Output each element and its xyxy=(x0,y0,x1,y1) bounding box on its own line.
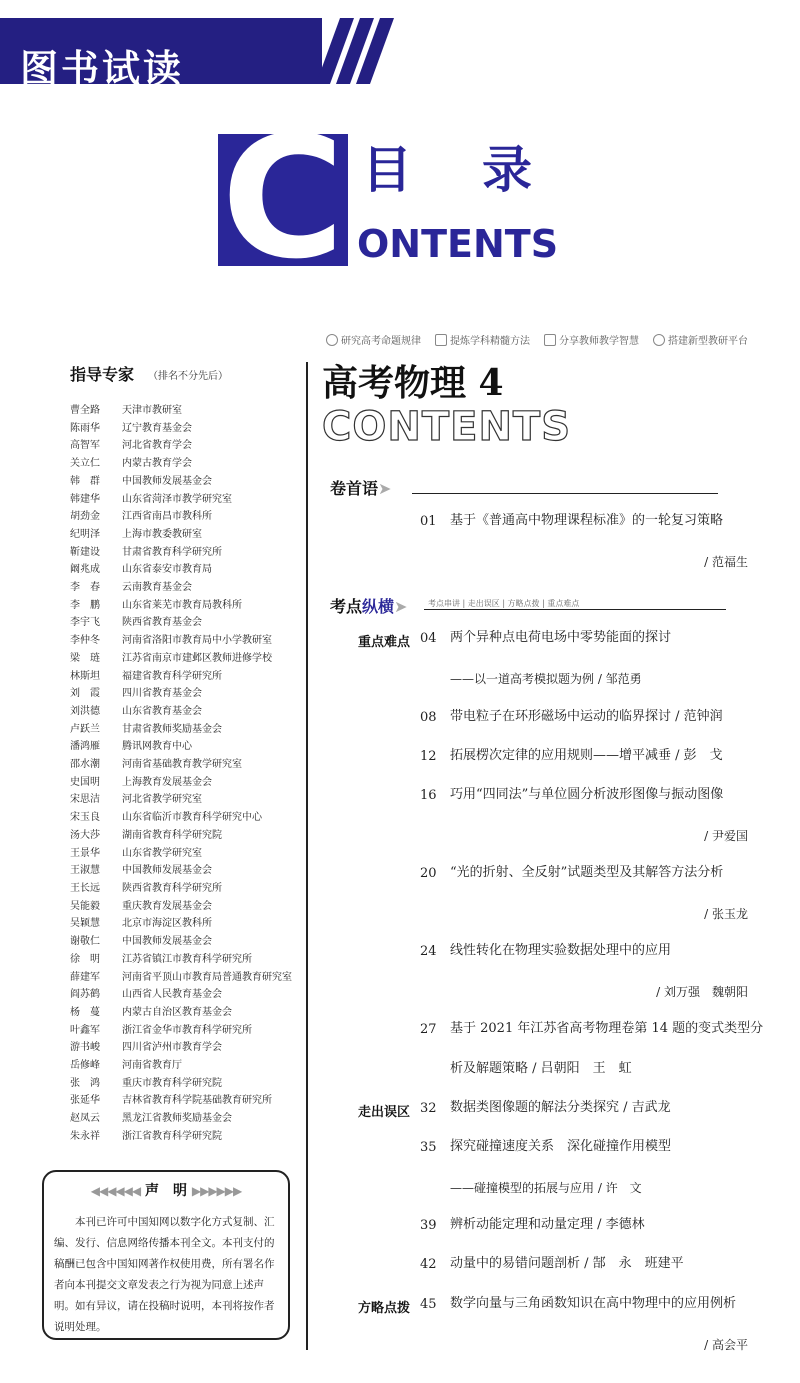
expert-org: 中国教师发展基金会 xyxy=(122,865,212,877)
expert-name: 张 鸿 xyxy=(70,1077,100,1089)
page-number: 16 xyxy=(420,788,437,803)
expert-name: 杨 蔓 xyxy=(70,1006,100,1018)
expert-org: 河南省平顶山市教育局普通教育研究室 xyxy=(122,971,292,983)
contents-big-c: C xyxy=(221,100,345,296)
arrow-icon: ➤ xyxy=(394,597,408,616)
tools-icon xyxy=(435,334,447,346)
right-arrows-icon: ▶▶▶▶▶▶ xyxy=(191,1184,242,1198)
expert-name: 王淑慧 xyxy=(70,865,100,877)
page-number: 45 xyxy=(420,1297,437,1312)
expert-name: 胡劲金 xyxy=(70,511,100,523)
toc-entry-author: / 刘万强 魏朝阳 xyxy=(656,985,748,999)
category-label: 重点难点 xyxy=(358,635,411,650)
category-label: 走出误区 xyxy=(358,1105,411,1120)
expert-name: 史国明 xyxy=(70,776,100,788)
banner-title: 图书试读 xyxy=(20,47,185,91)
expert-org: 中国教师发展基金会 xyxy=(122,475,212,487)
toc-entry-subtitle: ——碰撞模型的拓展与应用 / 许 文 xyxy=(450,1181,642,1195)
magazine-title: 高考物理 4 xyxy=(322,362,504,404)
expert-name: 阚兆成 xyxy=(70,564,100,576)
declaration-body: 本刊已许可中国知网以数字化方式复制、汇编、发行、信息网络传播本刊全文。本刊支付的稿酬已包含中国知网著作权使用费，所有署名作者向本刊提交文章发表之行为视为同意上述声明。如有异议，请在投稿时说明，本刊将按作者说明处理。 xyxy=(54,1216,275,1333)
expert-name: 韩 群 xyxy=(70,475,100,487)
arrow-icon: ➤ xyxy=(378,479,392,498)
expert-row xyxy=(70,1022,292,1040)
expert-org: 福建省教育科学研究所 xyxy=(122,670,222,682)
expert-row xyxy=(70,1092,292,1110)
magazine-contents-word: CONTENTS xyxy=(322,404,572,450)
expert-org: 江苏省镇江市教育科学研究所 xyxy=(122,953,252,965)
expert-org: 浙江省金华市教育科学研究所 xyxy=(122,1024,252,1036)
toc-entry-title[interactable]: 动量中的易错问题剖析 / 郜 永 班建平 xyxy=(450,1256,684,1271)
declaration-box xyxy=(42,1170,290,1340)
left-arrows-icon: ◀◀◀◀◀◀ xyxy=(90,1184,141,1198)
expert-row xyxy=(70,1075,292,1093)
expert-row xyxy=(70,579,292,597)
page-number: 20 xyxy=(420,866,437,881)
toc-entry-author: / 范福生 xyxy=(704,555,748,569)
expert-name: 张延华 xyxy=(70,1095,100,1107)
toc-entry-title[interactable]: 辨析动能定理和动量定理 / 李德林 xyxy=(450,1217,645,1232)
expert-org: 甘肃省教育科学研究所 xyxy=(122,546,222,558)
expert-org: 内蒙古自治区教育基金会 xyxy=(122,1006,232,1018)
expert-name: 谢敬仁 xyxy=(70,936,100,948)
expert-row xyxy=(70,597,292,615)
expert-name: 岳修峰 xyxy=(70,1060,100,1072)
expert-org: 上海市教委教研室 xyxy=(122,528,202,540)
expert-name: 关立仁 xyxy=(70,458,100,470)
expert-org: 四川省泸州市教育学会 xyxy=(122,1042,222,1054)
section-kaodian: 考点纵横➤ xyxy=(330,597,408,616)
toc-entry-title[interactable]: 线性转化在物理实验数据处理中的应用 xyxy=(450,943,672,958)
expert-name: 刘洪德 xyxy=(70,705,100,717)
section-juanshouyu: 卷首语➤ xyxy=(330,479,392,498)
category-label: 方略点拨 xyxy=(358,1301,411,1316)
expert-row xyxy=(70,827,292,845)
expert-org: 辽宁教育基金会 xyxy=(122,422,192,434)
expert-row xyxy=(70,880,292,898)
expert-row xyxy=(70,862,292,880)
expert-row xyxy=(70,1039,292,1057)
experts-note: （排名不分先后） xyxy=(148,371,228,382)
expert-org: 湖南省教育科学研究院 xyxy=(122,829,222,841)
expert-name: 韩建华 xyxy=(70,493,100,505)
expert-row xyxy=(70,1128,292,1146)
expert-name: 林斯坦 xyxy=(70,670,100,682)
expert-org: 河南省教育厅 xyxy=(122,1060,182,1072)
expert-name: 李宇飞 xyxy=(70,617,100,629)
expert-org: 山东省泰安市教育局 xyxy=(122,564,212,576)
expert-org: 重庆市教育科学研究院 xyxy=(122,1077,222,1089)
toc-entry-author: / 张玉龙 xyxy=(704,907,748,921)
page-number: 08 xyxy=(420,710,437,725)
magnifier-icon xyxy=(326,334,338,346)
expert-row xyxy=(70,544,292,562)
page-number: 12 xyxy=(420,749,437,764)
expert-org: 吉林省教育科学院基础教育研究所 xyxy=(122,1095,272,1107)
expert-name: 王长远 xyxy=(70,882,100,894)
section-subtitle: 考点串讲 | 走出误区 | 方略点拨 | 重点难点 xyxy=(428,599,580,608)
expert-org: 北京市海淀区教科所 xyxy=(122,918,212,930)
expert-name: 李仲冬 xyxy=(70,635,100,647)
column-divider xyxy=(306,362,308,1350)
expert-name: 宋思洁 xyxy=(70,794,100,806)
expert-row xyxy=(70,915,292,933)
expert-row xyxy=(70,614,292,632)
expert-org: 黑龙江省教师奖励基金会 xyxy=(122,1113,232,1125)
expert-org: 河北省教育学会 xyxy=(122,440,192,452)
expert-row xyxy=(70,791,292,809)
expert-name: 陈雨华 xyxy=(70,422,100,434)
page-number: 24 xyxy=(420,944,437,959)
expert-org: 重庆教育发展基金会 xyxy=(122,900,212,912)
toc-entry-title[interactable]: 基于《普通高中物理课程标准》的一轮复习策略 xyxy=(450,513,724,528)
expert-org: 江西省南昌市教科所 xyxy=(122,511,212,523)
toc-entry-title[interactable]: 带电粒子在环形磁场中运动的临界探讨 / 范钟润 xyxy=(450,709,723,724)
header-banner xyxy=(0,18,322,91)
expert-name: 高智军 xyxy=(70,440,100,452)
expert-row xyxy=(70,455,292,473)
expert-row xyxy=(70,491,292,509)
expert-org: 浙江省教育科学研究院 xyxy=(122,1130,222,1142)
expert-row xyxy=(70,508,292,526)
toc-entry-title[interactable]: 探究碰撞速度关系 深化碰撞作用模型 xyxy=(450,1139,672,1154)
expert-org: 陕西省教育基金会 xyxy=(122,617,202,629)
page-number: 32 xyxy=(420,1101,437,1116)
expert-org: 中国教师发展基金会 xyxy=(122,936,212,948)
page-number: 42 xyxy=(420,1257,437,1272)
experts-title: 指导专家 xyxy=(70,365,135,384)
toc-entry-title[interactable]: “光的折射、全反射”试题类型及其解答方法分析 xyxy=(450,865,724,880)
expert-org: 江苏省南京市建邺区教师进修学校 xyxy=(122,652,272,664)
expert-row xyxy=(70,809,292,827)
expert-name: 汤大莎 xyxy=(70,829,100,841)
declaration-title: 声 明 xyxy=(145,1183,187,1199)
document-icon xyxy=(544,334,556,346)
expert-row xyxy=(70,721,292,739)
slogan-item: 搭建新型教研平台 xyxy=(653,332,748,347)
expert-name: 吴颖慧 xyxy=(70,918,100,930)
expert-row xyxy=(70,668,292,686)
expert-org: 内蒙古教育学会 xyxy=(122,458,192,470)
toc-entry-subtitle: ——以一道高考模拟题为例 / 邹范勇 xyxy=(450,672,642,686)
expert-name: 宋玉良 xyxy=(70,812,100,824)
expert-org: 河南省洛阳市教育局中小学教研室 xyxy=(122,635,272,647)
slogan-item: 分享教师教学智慧 xyxy=(544,332,639,347)
page-number: 35 xyxy=(420,1140,437,1155)
toc-entry-title[interactable]: 两个异种点电荷电场中零势能面的探讨 xyxy=(450,630,672,645)
expert-row xyxy=(70,703,292,721)
expert-row xyxy=(70,526,292,544)
expert-name: 潘鸿雁 xyxy=(70,741,100,753)
slogan-item: 提炼学科精髓方法 xyxy=(435,332,530,347)
expert-org: 陕西省教育科学研究所 xyxy=(122,882,222,894)
expert-name: 赵凤云 xyxy=(70,1113,100,1125)
toc-entry-title[interactable]: 数学向量与三角函数知识在高中物理中的应用例析 xyxy=(450,1296,737,1311)
expert-org: 河北省教学研究室 xyxy=(122,794,202,806)
expert-row xyxy=(70,650,292,668)
expert-row xyxy=(70,561,292,579)
expert-org: 上海教育发展基金会 xyxy=(122,776,212,788)
section-rule xyxy=(424,609,726,610)
expert-org: 云南教育基金会 xyxy=(122,582,192,594)
expert-name: 纪明泽 xyxy=(70,528,100,540)
gear-icon xyxy=(653,334,665,346)
slogan-item: 研究高考命题规律 xyxy=(326,332,421,347)
expert-name: 邵水潮 xyxy=(70,759,100,771)
expert-row xyxy=(70,437,292,455)
expert-name: 朱永祥 xyxy=(70,1130,100,1142)
expert-name: 阎苏鹤 xyxy=(70,989,100,1001)
page-number: 01 xyxy=(420,514,437,529)
slogan-bar xyxy=(326,332,796,347)
toc-entry-title-cont[interactable]: 析及解题策略 / 吕朝阳 王 虹 xyxy=(450,1061,632,1076)
expert-name: 王景华 xyxy=(70,847,100,859)
expert-org: 四川省教育基金会 xyxy=(122,688,202,700)
expert-org: 山东省莱芜市教育局教科所 xyxy=(122,599,242,611)
toc-entry-author: / 尹爱国 xyxy=(704,829,748,843)
toc-entry-title[interactable]: 拓展楞次定律的应用规则——增平减垂 / 彭 戈 xyxy=(450,748,723,763)
expert-row xyxy=(70,402,292,420)
toc-entry-title[interactable]: 巧用“四同法”与单位圆分析波形图像与振动图像 xyxy=(450,787,724,802)
declaration-heading xyxy=(44,1180,288,1200)
expert-name: 吴能毅 xyxy=(70,900,100,912)
page-number: 27 xyxy=(420,1022,437,1037)
expert-row xyxy=(70,951,292,969)
expert-row xyxy=(70,738,292,756)
expert-row xyxy=(70,473,292,491)
expert-name: 李 春 xyxy=(70,582,100,594)
expert-name: 梁 琏 xyxy=(70,652,100,664)
section-rule xyxy=(412,493,718,494)
expert-name: 刘 霞 xyxy=(70,688,100,700)
expert-org: 天津市教研室 xyxy=(122,405,182,416)
experts-list xyxy=(70,402,292,1146)
expert-row xyxy=(70,774,292,792)
expert-row xyxy=(70,756,292,774)
expert-name: 靳建设 xyxy=(70,546,100,558)
expert-row xyxy=(70,420,292,438)
expert-org: 腾讯网教育中心 xyxy=(122,741,192,753)
toc-entry-title[interactable]: 数据类图像题的解法分类探究 / 吉武龙 xyxy=(450,1100,671,1115)
expert-org: 山东省教育基金会 xyxy=(122,705,202,717)
expert-row xyxy=(70,969,292,987)
expert-row xyxy=(70,1110,292,1128)
expert-org: 山西省人民教育基金会 xyxy=(122,989,222,1001)
expert-row xyxy=(70,632,292,650)
expert-org: 山东省临沂市教育科学研究中心 xyxy=(122,812,262,824)
expert-org: 山东省菏泽市教学研究室 xyxy=(122,493,232,505)
expert-name: 游书峻 xyxy=(70,1042,100,1054)
expert-name: 叶鑫军 xyxy=(70,1024,100,1036)
expert-row xyxy=(70,1004,292,1022)
expert-name: 曹全路 xyxy=(70,405,100,416)
expert-row xyxy=(70,898,292,916)
expert-name: 李 鹏 xyxy=(70,599,100,611)
expert-org: 甘肃省教师奖励基金会 xyxy=(122,723,222,735)
expert-name: 卢跃兰 xyxy=(70,723,100,735)
mulu-title: 目录 xyxy=(362,141,602,199)
expert-org: 河南省基础教育教学研究室 xyxy=(122,759,242,771)
expert-row xyxy=(70,845,292,863)
expert-row xyxy=(70,1057,292,1075)
ontents-title: ONTENTS xyxy=(357,222,559,266)
toc-entry-title[interactable]: 基于 2021 年江苏省高考物理卷第 14 题的变式类型分 xyxy=(450,1021,764,1036)
expert-row xyxy=(70,685,292,703)
expert-org: 山东省教学研究室 xyxy=(122,847,202,859)
toc-entry-author: / 高会平 xyxy=(704,1338,748,1352)
expert-row xyxy=(70,933,292,951)
expert-row xyxy=(70,986,292,1004)
page-number: 39 xyxy=(420,1218,437,1233)
expert-name: 徐 明 xyxy=(70,953,100,965)
page-number: 04 xyxy=(420,631,437,646)
expert-name: 薛建军 xyxy=(70,971,100,983)
